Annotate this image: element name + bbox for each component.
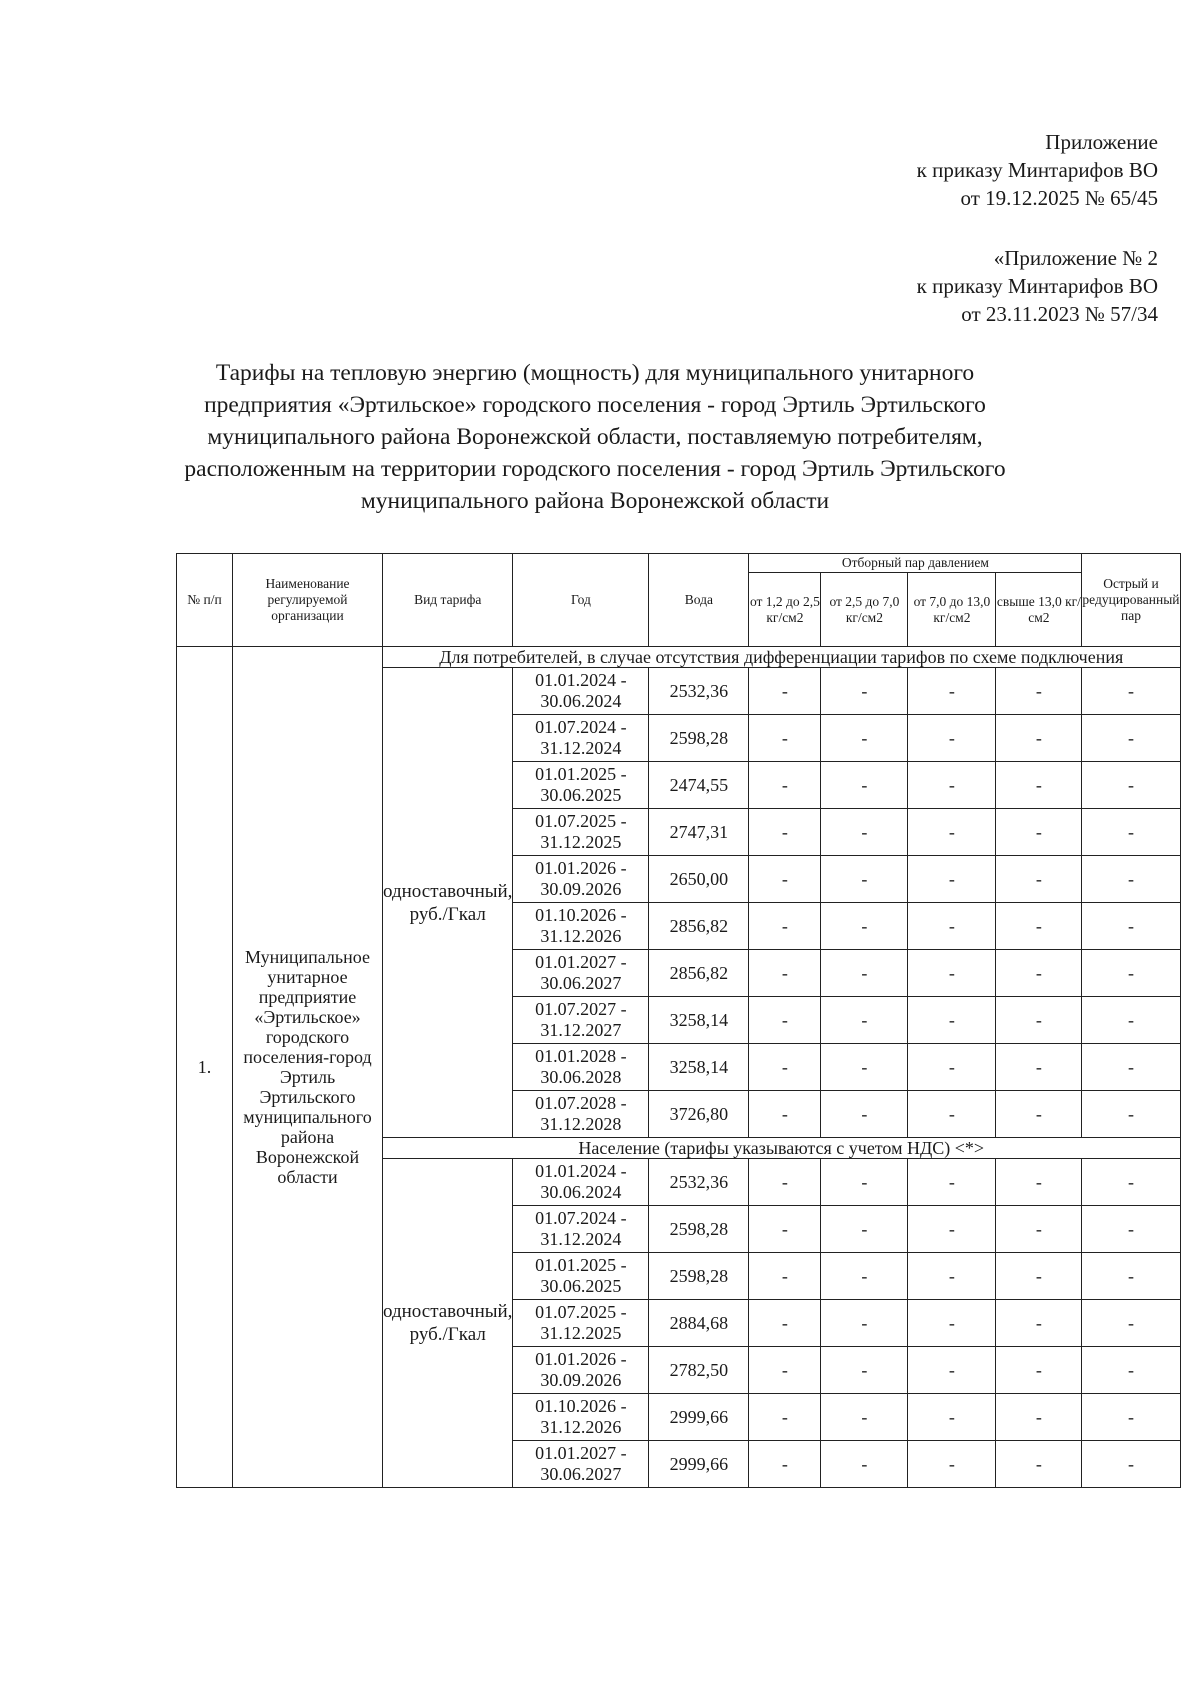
steam-tariff-s1: -: [749, 762, 821, 809]
steam-tariff-s1: -: [749, 715, 821, 762]
steam-tariff-sharp: -: [1082, 1441, 1180, 1488]
period-cell: [513, 950, 649, 997]
period-cell: [513, 809, 649, 856]
water-tariff: 2747,31: [649, 809, 749, 856]
period-cell: [513, 997, 649, 1044]
period-end: 31.12.2024: [540, 738, 622, 758]
header-steam-2: от 2,5 до 7,0 кг/см2: [821, 573, 908, 647]
steam-tariff-sharp: -: [1082, 809, 1180, 856]
appendix-line: от 23.11.2023 № 57/34: [961, 302, 1158, 326]
steam-tariff-s2: -: [821, 997, 908, 1044]
appendix-line: Приложение: [1045, 130, 1158, 154]
tariff-table: [176, 553, 1181, 1488]
period-end: 31.12.2025: [540, 1323, 622, 1343]
water-tariff: 2598,28: [649, 715, 749, 762]
steam-tariff-s3: -: [908, 1091, 996, 1138]
period-cell: [513, 762, 649, 809]
water-tariff: 2532,36: [649, 668, 749, 715]
steam-tariff-s2: -: [821, 1044, 908, 1091]
period-end: 30.06.2027: [540, 1464, 622, 1484]
steam-tariff-s2: -: [821, 856, 908, 903]
header-water: Вода: [649, 554, 749, 647]
header-tariff-type: Вид тарифа: [383, 554, 513, 647]
period-end: 30.06.2025: [540, 785, 622, 805]
steam-tariff-s4: -: [996, 809, 1082, 856]
steam-tariff-s3: -: [908, 856, 996, 903]
steam-tariff-s4: -: [996, 668, 1082, 715]
header-steam-3: от 7,0 до 13,0 кг/см2: [908, 573, 996, 647]
steam-tariff-s2: -: [821, 950, 908, 997]
steam-tariff-s2: -: [821, 668, 908, 715]
period-cell: [513, 1394, 649, 1441]
period-start: 01.01.2028 -: [535, 1046, 627, 1066]
steam-tariff-sharp: -: [1082, 856, 1180, 903]
period-start: 01.01.2027 -: [535, 1443, 627, 1463]
steam-tariff-s3: -: [908, 1441, 996, 1488]
period-cell: [513, 1044, 649, 1091]
period-start: 01.10.2026 -: [535, 905, 627, 925]
steam-tariff-s3: -: [908, 997, 996, 1044]
steam-tariff-s1: -: [749, 903, 821, 950]
steam-tariff-s2: -: [821, 1159, 908, 1206]
table-header: [177, 554, 1181, 647]
section-title: Для потребителей, в случае отсутствия дифференциации тарифов по схеме подключения: [383, 647, 1181, 668]
period-start: 01.07.2028 -: [535, 1093, 627, 1113]
appendix-line: к приказу Минтарифов ВО: [916, 158, 1158, 182]
row-number: 1.: [177, 647, 233, 1488]
tariff-type: одноставочный, руб./Гкал: [383, 668, 513, 1138]
steam-tariff-s3: -: [908, 1253, 996, 1300]
steam-tariff-s3: -: [908, 809, 996, 856]
appendix-current-order: [917, 128, 1158, 212]
steam-tariff-s1: -: [749, 856, 821, 903]
steam-tariff-sharp: -: [1082, 762, 1180, 809]
document-title: Тарифы на тепловую энергию (мощность) для муниципального унитарного предприятия «Эртильское» городского поселения - город Эртиль Эртильского муниципального района Воронежской области, поставляемую потребителям, расположенным на территории городского поселения - город Эртиль Эртильского муниципального района Воронежской области: [184, 360, 1006, 514]
appendix-line: «Приложение № 2: [993, 246, 1158, 270]
steam-tariff-s1: -: [749, 1394, 821, 1441]
period-end: 30.06.2024: [540, 691, 622, 711]
steam-tariff-s2: -: [821, 1441, 908, 1488]
water-tariff: 2856,82: [649, 903, 749, 950]
steam-tariff-s1: -: [749, 1206, 821, 1253]
water-tariff: 3258,14: [649, 1044, 749, 1091]
steam-tariff-s4: -: [996, 762, 1082, 809]
water-tariff: 2999,66: [649, 1394, 749, 1441]
steam-tariff-s4: -: [996, 1441, 1082, 1488]
steam-tariff-sharp: -: [1082, 903, 1180, 950]
tariff-type: одноставочный, руб./Гкал: [383, 1159, 513, 1488]
steam-tariff-s1: -: [749, 668, 821, 715]
period-end: 31.12.2025: [540, 832, 622, 852]
period-end: 30.06.2025: [540, 1276, 622, 1296]
steam-tariff-s3: -: [908, 1394, 996, 1441]
table-body: [177, 647, 1181, 1488]
header-org: Наименование регулируемой организации: [233, 554, 383, 647]
period-end: 31.12.2027: [540, 1020, 622, 1040]
period-start: 01.10.2026 -: [535, 1396, 627, 1416]
period-end: 31.12.2026: [540, 926, 622, 946]
period-cell: [513, 1441, 649, 1488]
steam-tariff-s3: -: [908, 715, 996, 762]
period-start: 01.01.2026 -: [535, 858, 627, 878]
period-start: 01.01.2027 -: [535, 952, 627, 972]
header-steam-1: от 1,2 до 2,5 кг/см2: [749, 573, 821, 647]
steam-tariff-s2: -: [821, 762, 908, 809]
period-end: 30.06.2024: [540, 1182, 622, 1202]
period-cell: [513, 1206, 649, 1253]
steam-tariff-s2: -: [821, 1347, 908, 1394]
steam-tariff-s4: -: [996, 856, 1082, 903]
steam-tariff-s1: -: [749, 1091, 821, 1138]
period-start: 01.01.2025 -: [535, 764, 627, 784]
period-cell: [513, 1300, 649, 1347]
period-end: 31.12.2028: [540, 1114, 622, 1134]
period-start: 01.07.2027 -: [535, 999, 627, 1019]
steam-tariff-s3: -: [908, 1044, 996, 1091]
period-start: 01.07.2024 -: [535, 717, 627, 737]
period-end: 30.06.2028: [540, 1067, 622, 1087]
steam-tariff-s1: -: [749, 950, 821, 997]
section-row: [177, 647, 1181, 668]
steam-tariff-s3: -: [908, 950, 996, 997]
steam-tariff-s2: -: [821, 1300, 908, 1347]
steam-tariff-s1: -: [749, 1044, 821, 1091]
steam-tariff-s3: -: [908, 1300, 996, 1347]
steam-tariff-s4: -: [996, 1347, 1082, 1394]
steam-tariff-s2: -: [821, 1253, 908, 1300]
water-tariff: 2474,55: [649, 762, 749, 809]
steam-tariff-sharp: -: [1082, 1091, 1180, 1138]
period-cell: [513, 715, 649, 762]
period-cell: [513, 668, 649, 715]
water-tariff: 2598,28: [649, 1253, 749, 1300]
water-tariff: 2598,28: [649, 1206, 749, 1253]
steam-tariff-sharp: -: [1082, 1300, 1180, 1347]
steam-tariff-sharp: -: [1082, 1206, 1180, 1253]
water-tariff: 2884,68: [649, 1300, 749, 1347]
steam-tariff-s2: -: [821, 1394, 908, 1441]
header-steam-4: свыше 13,0 кг/см2: [996, 573, 1082, 647]
period-cell: [513, 856, 649, 903]
steam-tariff-s2: -: [821, 809, 908, 856]
steam-tariff-s4: -: [996, 1300, 1082, 1347]
steam-tariff-s3: -: [908, 1347, 996, 1394]
organization-name: Муниципальное унитарное предприятие «Эртильское» городского поселения-город Эртиль Эртильского муниципального района Воронежской области: [233, 647, 383, 1488]
steam-tariff-sharp: -: [1082, 668, 1180, 715]
water-tariff: 3258,14: [649, 997, 749, 1044]
steam-tariff-sharp: -: [1082, 1253, 1180, 1300]
period-start: 01.07.2025 -: [535, 1302, 627, 1322]
period-end: 30.09.2026: [540, 879, 622, 899]
steam-tariff-sharp: -: [1082, 997, 1180, 1044]
steam-tariff-s4: -: [996, 997, 1082, 1044]
appendix-previous-order: [917, 244, 1158, 328]
period-end: 30.09.2026: [540, 1370, 622, 1390]
section-title: Население (тарифы указываются с учетом НДС) <*>: [383, 1138, 1181, 1159]
steam-tariff-s2: -: [821, 1206, 908, 1253]
steam-tariff-sharp: -: [1082, 1044, 1180, 1091]
steam-tariff-sharp: -: [1082, 950, 1180, 997]
water-tariff: 2782,50: [649, 1347, 749, 1394]
water-tariff: 2999,66: [649, 1441, 749, 1488]
steam-tariff-s4: -: [996, 950, 1082, 997]
steam-tariff-s3: -: [908, 1206, 996, 1253]
steam-tariff-s2: -: [821, 903, 908, 950]
period-end: 31.12.2026: [540, 1417, 622, 1437]
steam-tariff-s2: -: [821, 715, 908, 762]
steam-tariff-s1: -: [749, 1347, 821, 1394]
steam-tariff-sharp: -: [1082, 1394, 1180, 1441]
steam-tariff-sharp: -: [1082, 715, 1180, 762]
period-end: 31.12.2024: [540, 1229, 622, 1249]
header-num: № п/п: [177, 554, 233, 647]
steam-tariff-s3: -: [908, 903, 996, 950]
period-cell: [513, 1091, 649, 1138]
period-cell: [513, 1159, 649, 1206]
steam-tariff-s2: -: [821, 1091, 908, 1138]
steam-tariff-s1: -: [749, 1253, 821, 1300]
steam-tariff-s3: -: [908, 1159, 996, 1206]
period-start: 01.01.2026 -: [535, 1349, 627, 1369]
steam-tariff-s3: -: [908, 668, 996, 715]
period-cell: [513, 1347, 649, 1394]
period-cell: [513, 1253, 649, 1300]
water-tariff: 2856,82: [649, 950, 749, 997]
period-start: 01.07.2025 -: [535, 811, 627, 831]
period-cell: [513, 903, 649, 950]
appendix-line: к приказу Минтарифов ВО: [916, 274, 1158, 298]
header-steam-group: Отборный пар давлением: [749, 554, 1082, 573]
steam-tariff-s4: -: [996, 1091, 1082, 1138]
water-tariff: 3726,80: [649, 1091, 749, 1138]
appendix-line: от 19.12.2025 № 65/45: [960, 186, 1158, 210]
steam-tariff-sharp: -: [1082, 1347, 1180, 1394]
steam-tariff-s1: -: [749, 997, 821, 1044]
steam-tariff-s4: -: [996, 1044, 1082, 1091]
steam-tariff-s4: -: [996, 715, 1082, 762]
steam-tariff-s1: -: [749, 809, 821, 856]
period-start: 01.01.2024 -: [535, 1161, 627, 1181]
period-end: 30.06.2027: [540, 973, 622, 993]
period-start: 01.01.2024 -: [535, 670, 627, 690]
steam-tariff-s4: -: [996, 1206, 1082, 1253]
steam-tariff-s4: -: [996, 903, 1082, 950]
steam-tariff-s3: -: [908, 762, 996, 809]
header-sharp-steam: Острый и редуцированный пар: [1082, 554, 1180, 647]
steam-tariff-s4: -: [996, 1394, 1082, 1441]
steam-tariff-sharp: -: [1082, 1159, 1180, 1206]
period-start: 01.01.2025 -: [535, 1255, 627, 1275]
water-tariff: 2532,36: [649, 1159, 749, 1206]
steam-tariff-s4: -: [996, 1159, 1082, 1206]
steam-tariff-s1: -: [749, 1441, 821, 1488]
header-year: Год: [513, 554, 649, 647]
water-tariff: 2650,00: [649, 856, 749, 903]
steam-tariff-s4: -: [996, 1253, 1082, 1300]
steam-tariff-s1: -: [749, 1159, 821, 1206]
period-start: 01.07.2024 -: [535, 1208, 627, 1228]
steam-tariff-s1: -: [749, 1300, 821, 1347]
